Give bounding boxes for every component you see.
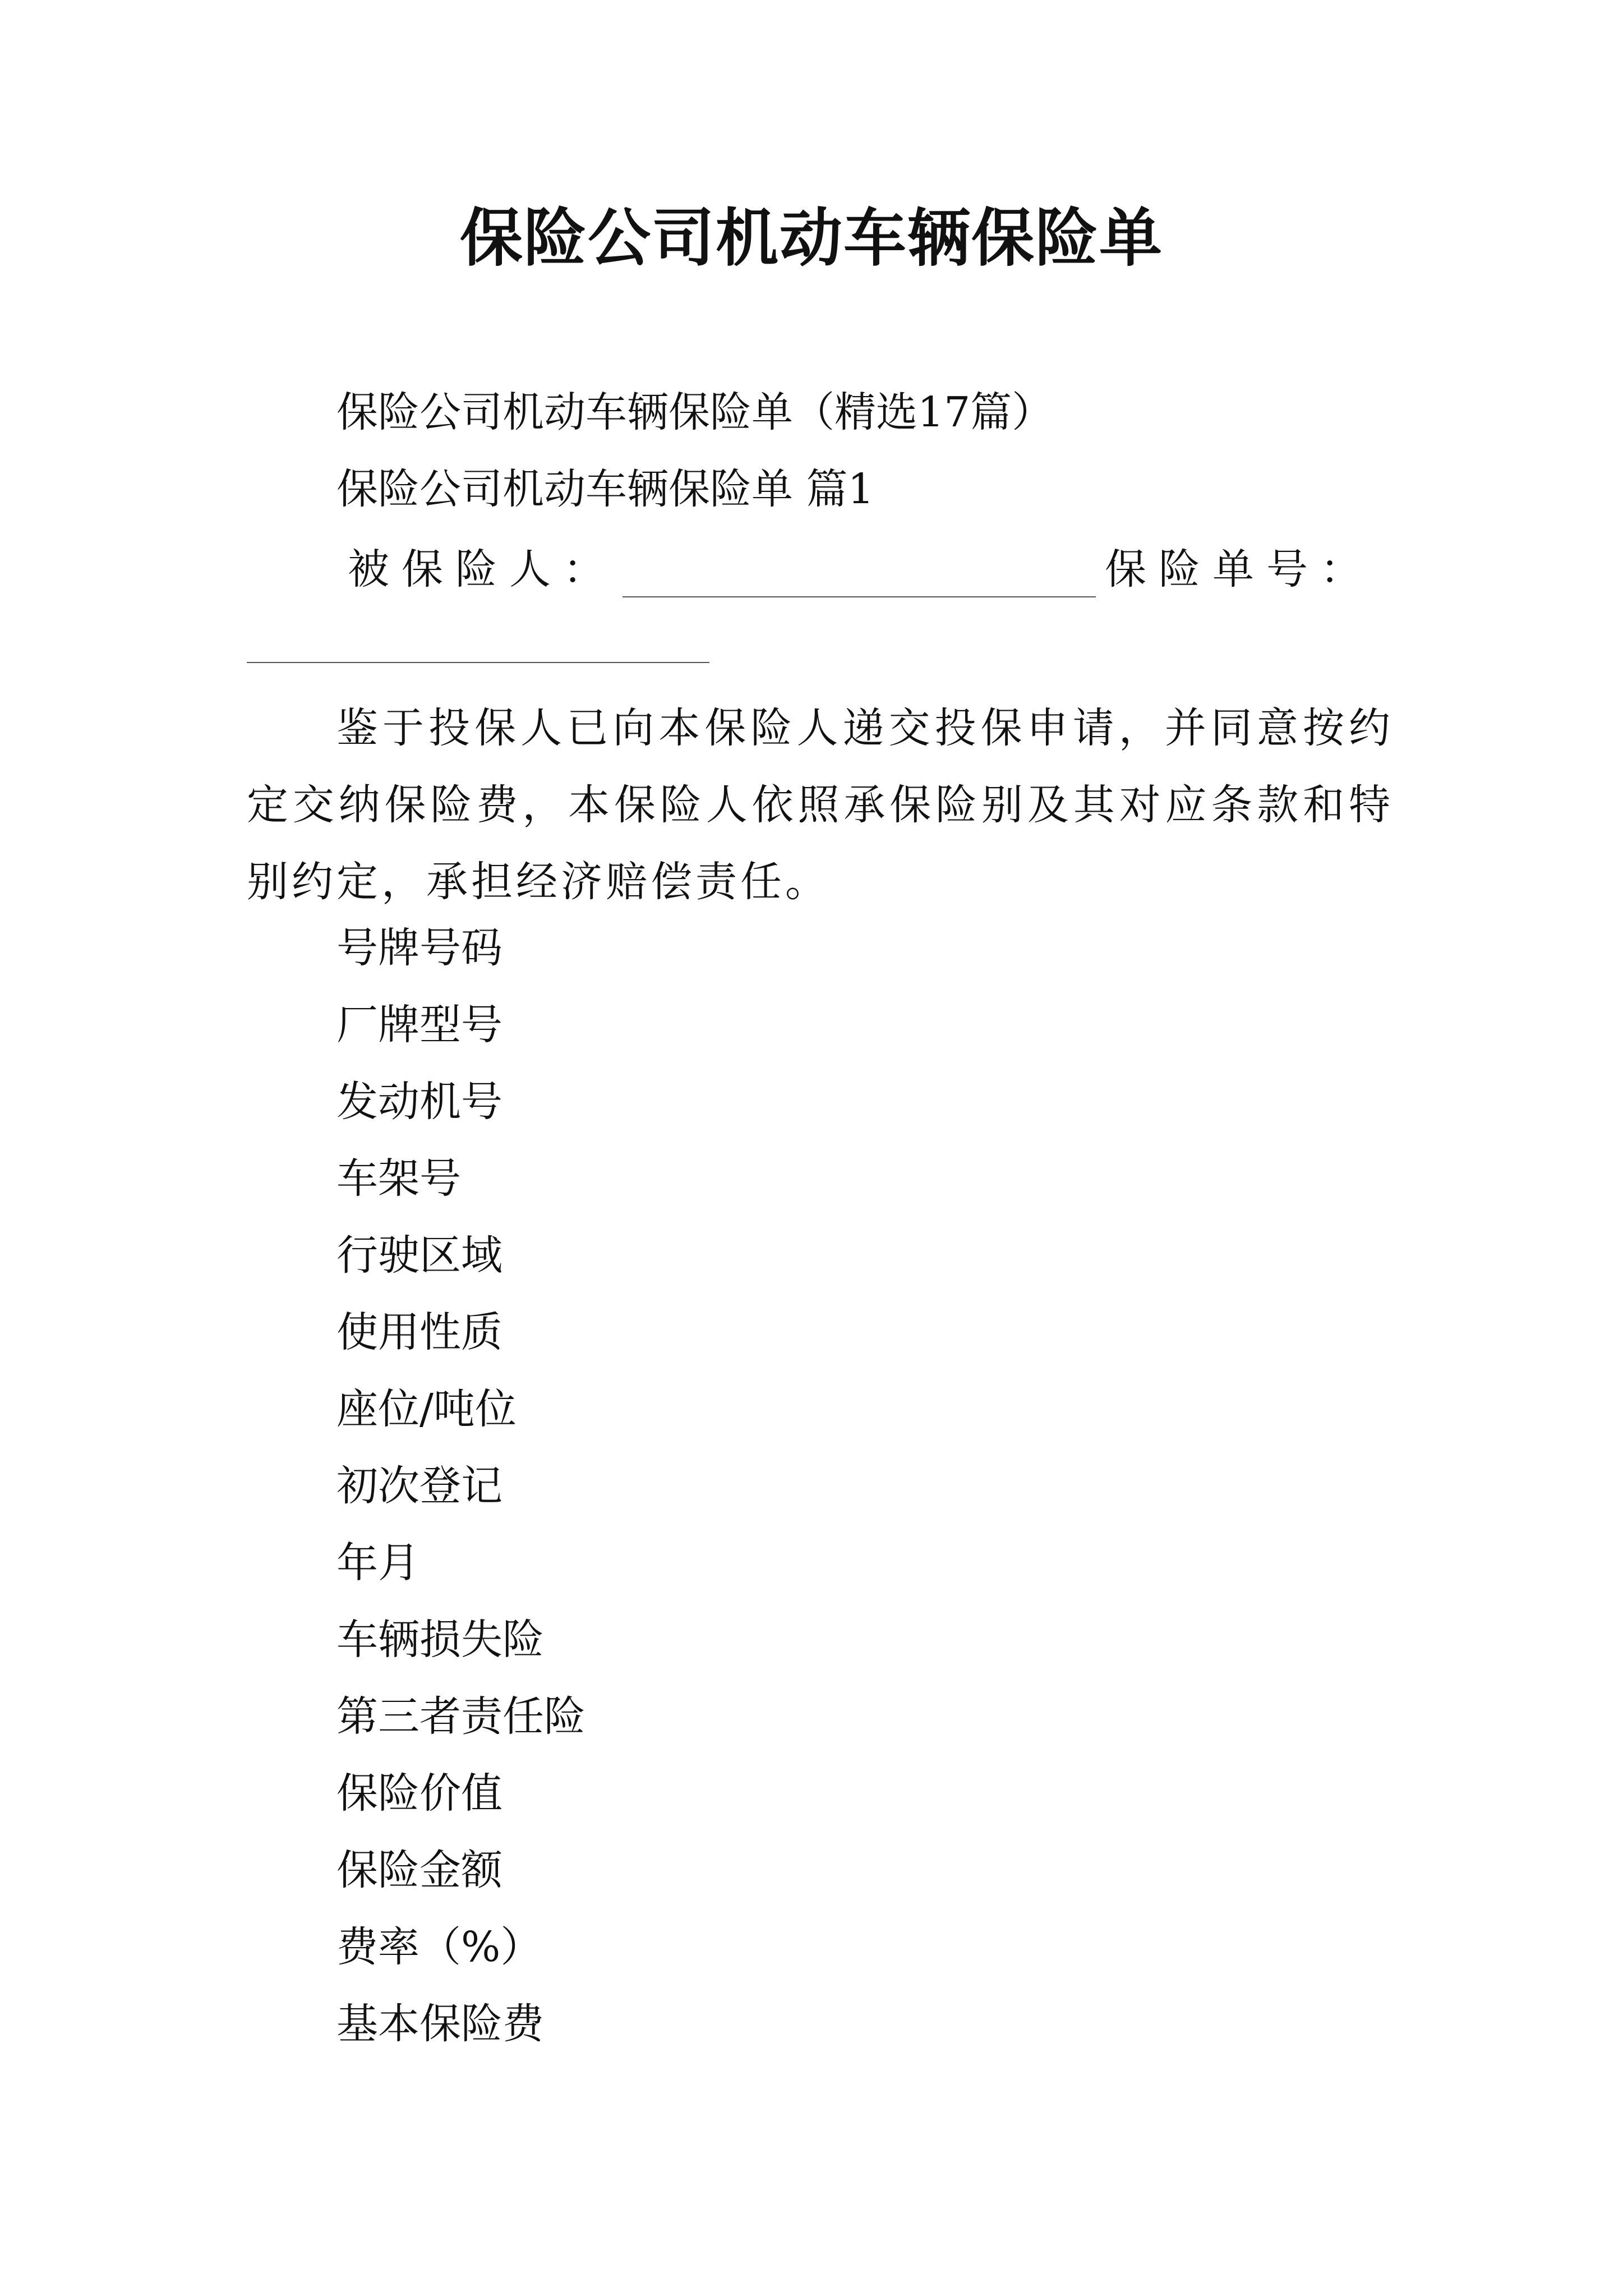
field-first-registration: 初次登记 xyxy=(336,1462,502,1510)
policy-number-blank-line xyxy=(247,662,709,663)
intro-paragraph: 鉴于投保人已向本保险人递交投保申请，并同意按约定交纳保险费，本保险人依照承保险别及其对应条款和特别约定，承担经济赔偿责任。 xyxy=(247,704,1394,906)
policy-number-label: 保险单号： xyxy=(1105,545,1374,593)
field-basic-premium: 基本保险费 xyxy=(336,2000,544,2048)
field-engine-number: 发动机号 xyxy=(336,1078,502,1126)
field-plate-number: 号牌号码 xyxy=(336,924,502,972)
field-third-party-liability: 第三者责任险 xyxy=(336,1692,585,1741)
field-driving-area: 行驶区域 xyxy=(336,1231,502,1280)
field-insured-amount: 保险金额 xyxy=(336,1846,502,1894)
field-frame-number: 车架号 xyxy=(336,1154,461,1203)
subtitle: 保险公司机动车辆保险单（精选17篇） xyxy=(336,388,1054,436)
field-seats-tonnage: 座位/吨位 xyxy=(336,1385,517,1433)
insured-blank-line xyxy=(623,551,1096,597)
page-title: 保险公司机动车辆保险单 xyxy=(460,202,1163,275)
field-year-month: 年月 xyxy=(336,1539,419,1587)
field-rate: 费率（%） xyxy=(336,1923,542,1971)
field-usage-type: 使用性质 xyxy=(336,1308,502,1356)
field-vehicle-damage-insurance: 车辆损失险 xyxy=(336,1616,544,1664)
insured-label: 被保险人： xyxy=(348,545,617,593)
field-insured-value: 保险价值 xyxy=(336,1769,502,1818)
field-brand-model: 厂牌型号 xyxy=(336,1001,502,1049)
section-heading: 保险公司机动车辆保险单 篇1 xyxy=(336,465,874,513)
insured-row xyxy=(348,541,1374,597)
